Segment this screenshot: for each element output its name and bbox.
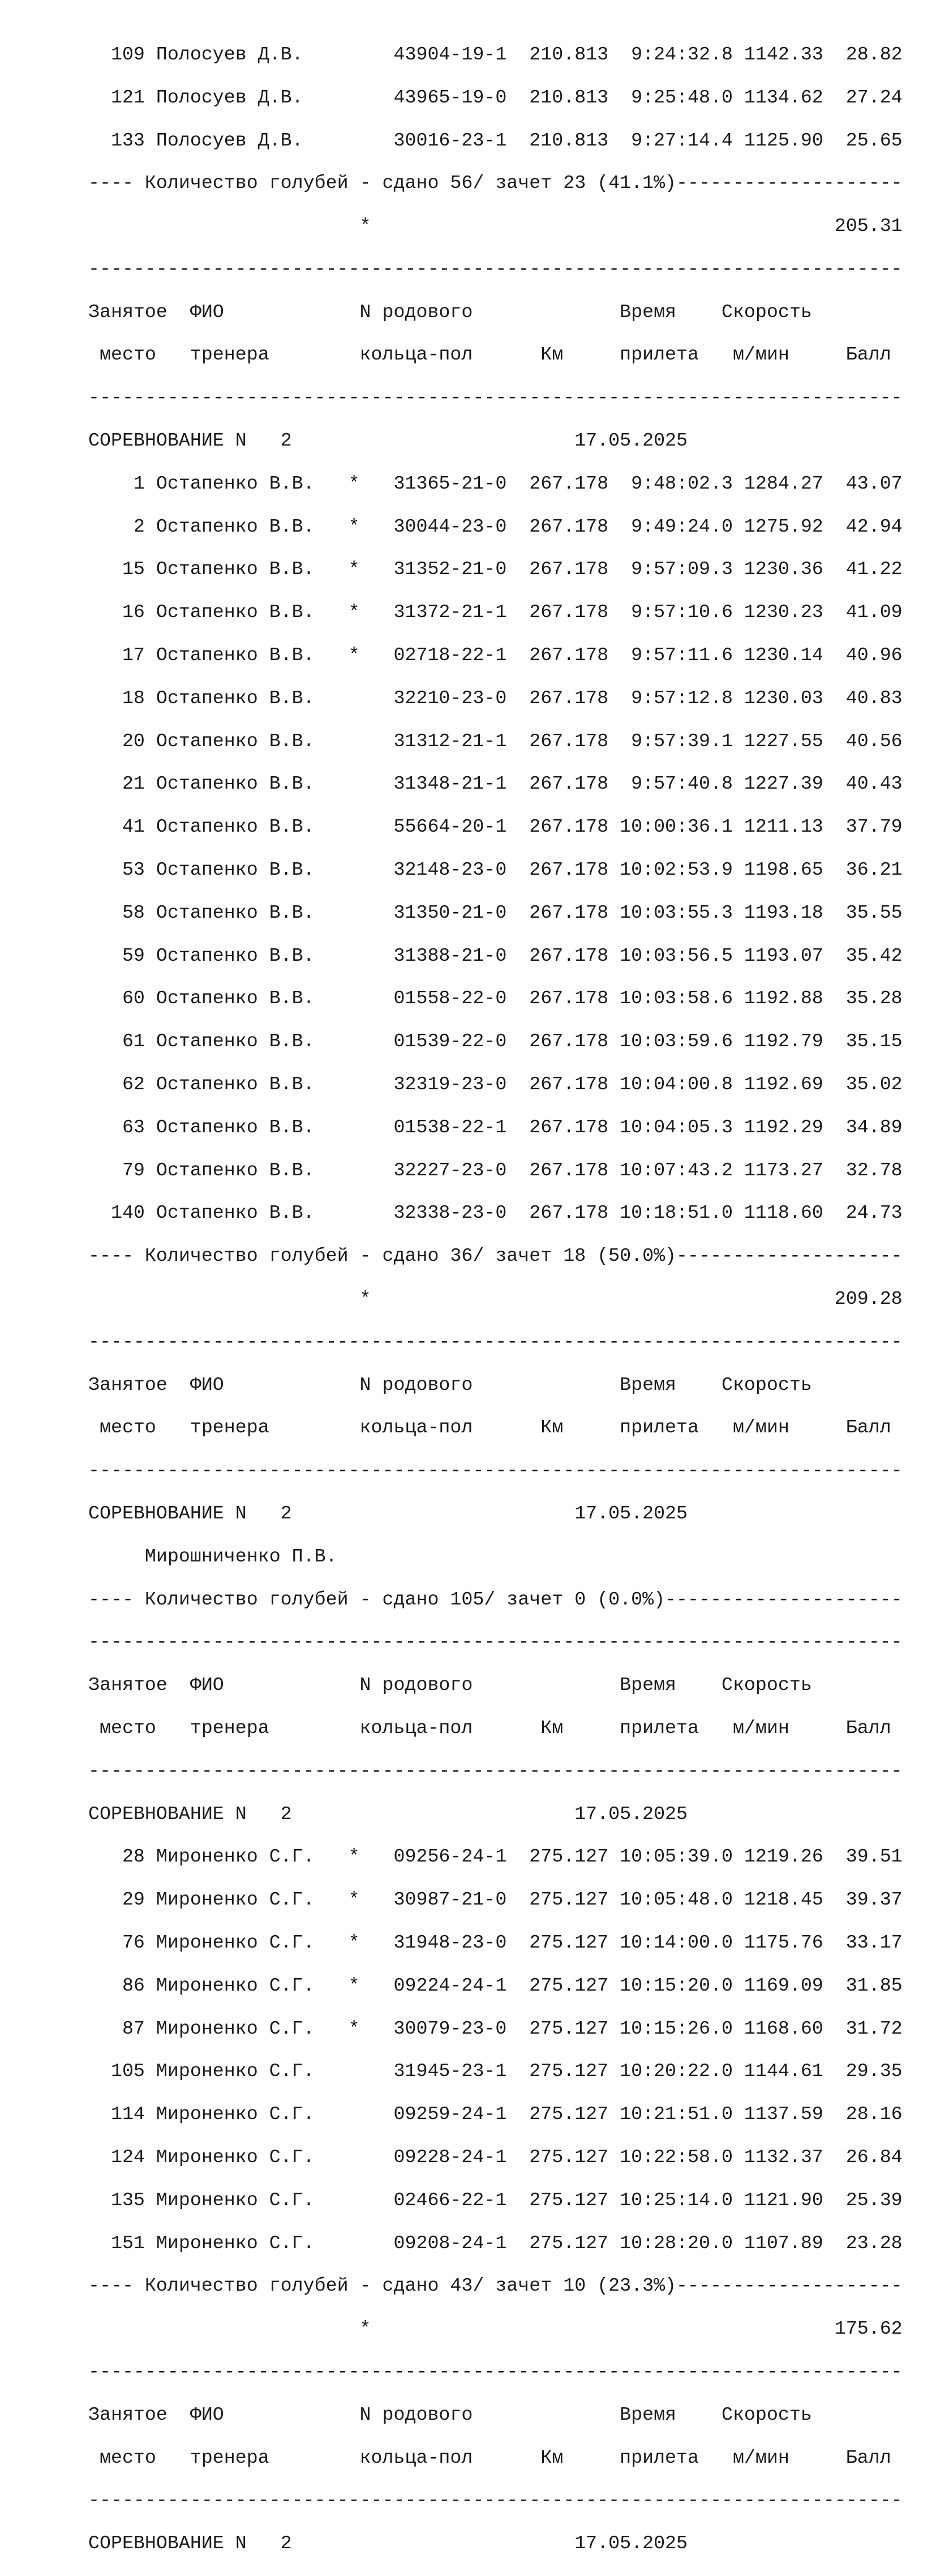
result-row: 114 Мироненко С.Г. 09259-24-1 275.127 10:21:51.0 1137.59 28.16 <box>88 2103 903 2125</box>
pigeon-count-summary: ---- Количество голубей - сдано 36/ зачет 18 (50.0%)-------------------- <box>88 1245 903 1267</box>
result-row: 21 Остапенко В.В. 31348-21-1 267.178 9:57:40.8 1227.39 40.43 <box>88 773 903 795</box>
competition-heading: СОРЕВНОВАНИЕ N 2 17.05.2025 <box>88 1803 688 1825</box>
total-score-line: * 209.28 <box>88 1288 903 1310</box>
column-header-row-1: Занятое ФИО N родового Время Скорость <box>88 301 812 323</box>
separator-line: ------------------------------------------------------------------------ <box>88 387 903 409</box>
result-row: 58 Остапенко В.В. 31350-21-0 267.178 10:03:55.3 1193.18 35.55 <box>88 901 903 923</box>
separator-line: ------------------------------------------------------------------------ <box>88 1760 903 1782</box>
result-row: 133 Полосуев Д.В. 30016-23-1 210.813 9:27:14.4 1125.90 25.65 <box>88 129 903 151</box>
result-row: 124 Мироненко С.Г. 09228-24-1 275.127 10:22:58.0 1132.37 26.84 <box>88 2146 903 2168</box>
competition-heading: СОРЕВНОВАНИЕ N 2 17.05.2025 <box>88 430 688 452</box>
column-header-row-1: Занятое ФИО N родового Время Скорость <box>88 2403 812 2425</box>
separator-line: ------------------------------------------------------------------------ <box>88 1330 903 1353</box>
result-row: 18 Остапенко В.В. 32210-23-0 267.178 9:57:12.8 1230.03 40.83 <box>88 687 903 709</box>
result-row: 1 Остапенко В.В. * 31365-21-0 267.178 9:48:02.3 1284.27 43.07 <box>88 472 903 494</box>
result-row: 61 Остапенко В.В. 01539-22-0 267.178 10:03:59.6 1192.79 35.15 <box>88 1030 903 1052</box>
result-row: 16 Остапенко В.В. * 31372-21-1 267.178 9:57:10.6 1230.23 41.09 <box>88 601 903 623</box>
result-row: 140 Остапенко В.В. 32338-23-0 267.178 10:18:51.0 1118.60 24.73 <box>88 1202 903 1224</box>
result-row: 135 Мироненко С.Г. 02466-22-1 275.127 10:25:14.0 1121.90 25.39 <box>88 2189 903 2211</box>
result-row: 76 Мироненко С.Г. * 31948-23-0 275.127 10:14:00.0 1175.76 33.17 <box>88 1931 903 1953</box>
pigeon-count-summary: ---- Количество голубей - сдано 105/ зачет 0 (0.0%)--------------------- <box>88 1588 903 1610</box>
column-header-row-2: место тренера кольца-пол Км прилета м/мин Балл <box>88 1717 891 1739</box>
separator-line: ------------------------------------------------------------------------ <box>88 2489 903 2511</box>
result-row: 79 Остапенко В.В. 32227-23-0 267.178 10:07:43.2 1173.27 32.78 <box>88 1159 903 1181</box>
pigeon-count-summary: ---- Количество голубей - сдано 43/ зачет 10 (23.3%)-------------------- <box>88 2275 903 2297</box>
separator-line: ------------------------------------------------------------------------ <box>88 1460 903 1482</box>
result-row: 29 Мироненко С.Г. * 30987-21-0 275.127 10:05:48.0 1218.45 39.37 <box>88 1889 903 1911</box>
column-header-row-2: место тренера кольца-пол Км прилета м/мин Балл <box>88 2446 891 2468</box>
result-row: 87 Мироненко С.Г. * 30079-23-0 275.127 10:15:26.0 1168.60 31.72 <box>88 2017 903 2039</box>
result-row: 105 Мироненко С.Г. 31945-23-1 275.127 10:20:22.0 1144.61 29.35 <box>88 2060 903 2082</box>
result-row: 62 Остапенко В.В. 32319-23-0 267.178 10:04:00.8 1192.69 35.02 <box>88 1073 903 1096</box>
column-header-row-1: Занятое ФИО N родового Время Скорость <box>88 1674 812 1696</box>
competition-heading: СОРЕВНОВАНИЕ N 2 17.05.2025 <box>88 2532 688 2554</box>
separator-line: ------------------------------------------------------------------------ <box>88 1631 903 1653</box>
result-row: 28 Мироненко С.Г. * 09256-24-1 275.127 10:05:39.0 1219.26 39.51 <box>88 1846 903 1868</box>
result-row: 109 Полосуев Д.В. 43904-19-1 210.813 9:24:32.8 1142.33 28.82 <box>88 43 903 65</box>
result-row: 15 Остапенко В.В. * 31352-21-0 267.178 9:57:09.3 1230.36 41.22 <box>88 558 903 580</box>
result-row: 59 Остапенко В.В. 31388-21-0 267.178 10:03:56.5 1193.07 35.42 <box>88 944 903 966</box>
total-score-line: * 205.31 <box>88 215 903 237</box>
column-header-row-2: место тренера кольца-пол Км прилета м/мин Балл <box>88 344 891 366</box>
results-report <box>88 23 903 2576</box>
competition-heading: СОРЕВНОВАНИЕ N 2 17.05.2025 <box>88 1503 688 1524</box>
result-row: 63 Остапенко В.В. 01538-22-1 267.178 10:04:05.3 1192.29 34.89 <box>88 1116 903 1138</box>
result-row: 60 Остапенко В.В. 01558-22-0 267.178 10:03:58.6 1192.88 35.28 <box>88 987 903 1009</box>
result-row: 17 Остапенко В.В. * 02718-22-1 267.178 9:57:11.6 1230.14 40.96 <box>88 644 903 666</box>
result-row: 2 Остапенко В.В. * 30044-23-0 267.178 9:49:24.0 1275.92 42.94 <box>88 515 903 537</box>
separator-line: ------------------------------------------------------------------------ <box>88 258 903 280</box>
separator-line: ------------------------------------------------------------------------ <box>88 2360 903 2382</box>
result-row: 151 Мироненко С.Г. 09208-24-1 275.127 10:28:20.0 1107.89 23.28 <box>88 2232 903 2254</box>
column-header-row-1: Занятое ФИО N родового Время Скорость <box>88 1373 812 1396</box>
total-score-line: * 175.62 <box>88 2318 903 2340</box>
result-row: 53 Остапенко В.В. 32148-23-0 267.178 10:02:53.9 1198.65 36.21 <box>88 859 903 881</box>
result-row: 41 Остапенко В.В. 55664-20-1 267.178 10:00:36.1 1211.13 37.79 <box>88 816 903 838</box>
result-row: 121 Полосуев Д.В. 43965-19-0 210.813 9:25:48.0 1134.62 27.24 <box>88 86 903 108</box>
trainer-name-line: Мирошниченко П.В. <box>88 1545 337 1567</box>
result-row: 20 Остапенко В.В. 31312-21-1 267.178 9:57:39.1 1227.55 40.56 <box>88 730 903 752</box>
pigeon-count-summary: ---- Количество голубей - сдано 56/ зачет 23 (41.1%)-------------------- <box>88 172 903 194</box>
column-header-row-2: место тренера кольца-пол Км прилета м/мин Балл <box>88 1417 891 1439</box>
result-row: 86 Мироненко С.Г. * 09224-24-1 275.127 10:15:20.0 1169.09 31.85 <box>88 1974 903 1996</box>
